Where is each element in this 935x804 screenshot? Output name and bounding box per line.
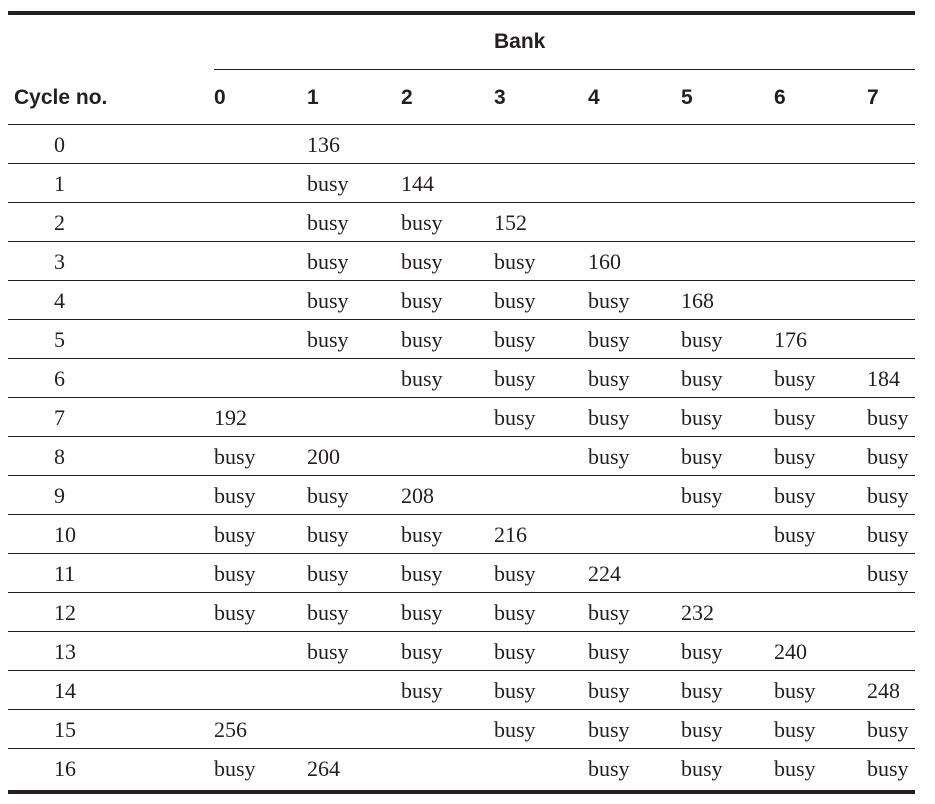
bank-column-header: 5 — [681, 86, 693, 109]
cycle-number-cell: 6 — [54, 366, 65, 391]
bank-cell: 224 — [588, 561, 621, 586]
bank-cell: busy — [494, 405, 536, 430]
table-row — [8, 515, 915, 554]
bank-column-header: 7 — [867, 86, 879, 109]
bank-cell: busy — [494, 561, 536, 586]
cycle-number-cell: 8 — [54, 444, 65, 469]
bank-column-header: 0 — [214, 86, 226, 109]
bank-cell: 136 — [307, 132, 340, 157]
bank-cell: busy — [867, 405, 909, 430]
bank-cell: busy — [588, 756, 630, 781]
cycle-number-cell: 13 — [54, 639, 76, 664]
bank-cell: busy — [307, 171, 349, 196]
bank-spanner-rule — [214, 69, 915, 70]
bank-cell: busy — [774, 405, 816, 430]
bank-cell: busy — [867, 756, 909, 781]
cycle-number-cell: 0 — [54, 132, 65, 157]
table-row — [8, 749, 915, 788]
cycle-number-cell: 15 — [54, 717, 76, 742]
table-row — [8, 671, 915, 710]
bank-cell: busy — [867, 483, 909, 508]
bank-cell: busy — [867, 444, 909, 469]
bank-cell: busy — [867, 561, 909, 586]
bank-cell: busy — [307, 327, 349, 352]
bank-cell: busy — [867, 522, 909, 547]
bank-cell: 208 — [401, 483, 434, 508]
bank-header: Bank — [494, 30, 546, 53]
bank-cell: busy — [588, 639, 630, 664]
bank-cell: busy — [307, 249, 349, 274]
bank-cell: busy — [307, 288, 349, 313]
bank-cell: busy — [588, 288, 630, 313]
bank-cell: busy — [774, 717, 816, 742]
bank-column-header: 6 — [774, 86, 786, 109]
bank-cell: busy — [494, 678, 536, 703]
bank-cell: busy — [214, 522, 256, 547]
bank-column-header: 3 — [494, 86, 506, 109]
bank-cell: 248 — [867, 678, 900, 703]
bank-cell: busy — [494, 249, 536, 274]
bank-cell: busy — [214, 600, 256, 625]
bank-cell: busy — [307, 522, 349, 547]
bank-cell: busy — [588, 444, 630, 469]
bank-cell: 160 — [588, 249, 621, 274]
bank-cell: busy — [774, 483, 816, 508]
bank-cell: busy — [681, 483, 723, 508]
cycle-number-cell: 9 — [54, 483, 65, 508]
table-row — [8, 203, 915, 242]
table-row — [8, 164, 915, 203]
bank-cell: busy — [401, 210, 443, 235]
bank-column-header: 4 — [588, 86, 600, 109]
bank-cell: 216 — [494, 522, 527, 547]
table-row — [8, 242, 915, 281]
bank-cell: 192 — [214, 405, 247, 430]
bank-cell: busy — [307, 600, 349, 625]
cycle-header: Cycle no. — [14, 86, 108, 109]
bank-cell: busy — [401, 522, 443, 547]
table-row — [8, 632, 915, 671]
cycle-number-cell: 14 — [54, 678, 76, 703]
table-row — [8, 281, 915, 320]
bank-cell: busy — [401, 327, 443, 352]
bank-cell: busy — [401, 288, 443, 313]
bank-cell: busy — [681, 366, 723, 391]
bank-cell: busy — [494, 366, 536, 391]
bank-cell: busy — [401, 366, 443, 391]
bank-cell: busy — [401, 249, 443, 274]
bank-cell: 144 — [401, 171, 434, 196]
bank-cell: busy — [401, 600, 443, 625]
bank-cell: busy — [681, 717, 723, 742]
bank-cell: busy — [494, 717, 536, 742]
bank-cell: busy — [681, 678, 723, 703]
bank-cell: busy — [588, 327, 630, 352]
bank-cell: busy — [588, 717, 630, 742]
cycle-number-cell: 3 — [54, 249, 65, 274]
bank-cell: 240 — [774, 639, 807, 664]
bank-cell: busy — [401, 639, 443, 664]
bank-cell: busy — [214, 483, 256, 508]
bank-cell: busy — [307, 210, 349, 235]
cycle-number-cell: 11 — [54, 561, 76, 586]
bank-cell: 256 — [214, 717, 247, 742]
bank-cell: busy — [774, 678, 816, 703]
bank-cell: busy — [401, 678, 443, 703]
bank-cell: busy — [494, 288, 536, 313]
bank-column-header: 2 — [401, 86, 413, 109]
bank-cell: busy — [681, 756, 723, 781]
cycle-number-cell: 12 — [54, 600, 76, 625]
bank-cell: busy — [681, 405, 723, 430]
bank-cell: 184 — [867, 366, 900, 391]
bank-cell: busy — [307, 483, 349, 508]
bank-cell: 264 — [307, 756, 340, 781]
table-row — [8, 476, 915, 515]
table-row — [8, 359, 915, 398]
cycle-number-cell: 2 — [54, 210, 65, 235]
table-row — [8, 593, 915, 632]
bank-cell: busy — [307, 639, 349, 664]
table-bottom-rule — [8, 790, 915, 794]
table-row — [8, 437, 915, 476]
bank-cell: busy — [494, 327, 536, 352]
bank-cell: busy — [774, 366, 816, 391]
bank-cell: 176 — [774, 327, 807, 352]
bank-cell: 168 — [681, 288, 714, 313]
bank-cell: 232 — [681, 600, 714, 625]
bank-cell: busy — [214, 561, 256, 586]
bank-cell: busy — [867, 717, 909, 742]
bank-cell: busy — [588, 678, 630, 703]
cycle-number-cell: 5 — [54, 327, 65, 352]
bank-cell: busy — [588, 366, 630, 391]
bank-cell: busy — [494, 639, 536, 664]
bank-cell: busy — [307, 561, 349, 586]
cycle-number-cell: 1 — [54, 171, 65, 196]
bank-cell: busy — [494, 600, 536, 625]
bank-cell: busy — [588, 405, 630, 430]
cycle-number-cell: 16 — [54, 756, 76, 781]
bank-cell: busy — [774, 756, 816, 781]
bank-column-header: 1 — [307, 86, 319, 109]
table-top-rule — [8, 11, 915, 15]
cycle-number-cell: 4 — [54, 288, 65, 313]
bank-cell: busy — [681, 639, 723, 664]
bank-cell: 200 — [307, 444, 340, 469]
bank-cell: busy — [774, 444, 816, 469]
table-row — [8, 710, 915, 749]
table-row — [8, 398, 915, 437]
bank-cell: 152 — [494, 210, 527, 235]
table-row — [8, 320, 915, 359]
bank-cell: busy — [588, 600, 630, 625]
bank-cell: busy — [774, 522, 816, 547]
table-row — [8, 125, 915, 164]
bank-cell: busy — [214, 756, 256, 781]
cycle-number-cell: 10 — [54, 522, 76, 547]
bank-cell: busy — [401, 561, 443, 586]
bank-cell: busy — [681, 444, 723, 469]
bank-cell: busy — [214, 444, 256, 469]
bank-cell: busy — [681, 327, 723, 352]
cycle-number-cell: 7 — [54, 405, 65, 430]
table-row — [8, 554, 915, 593]
